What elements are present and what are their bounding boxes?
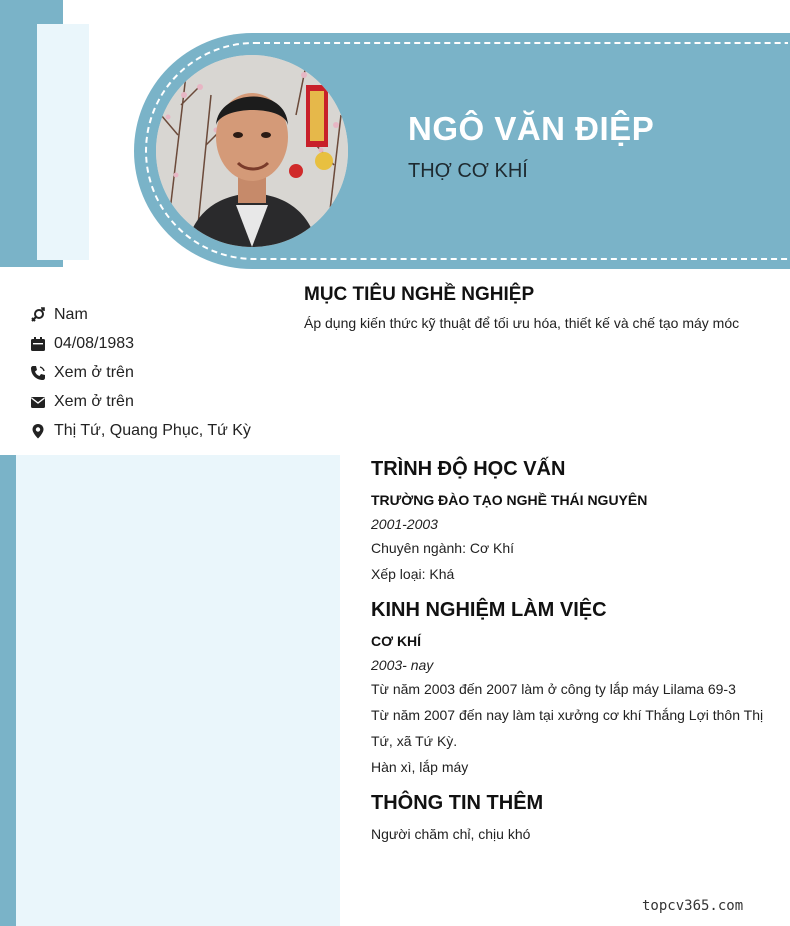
education-period: 2001-2003 [371, 516, 438, 532]
experience-period: 2003- nay [371, 657, 434, 673]
contact-address [30, 416, 251, 445]
additional-text: Người chăm chỉ, chịu khó [371, 826, 531, 842]
decor-stripe-bottom-left [0, 455, 16, 926]
contact-list [30, 300, 251, 445]
portrait-photo [156, 55, 348, 247]
additional-title: THÔNG TIN THÊM [371, 792, 544, 814]
avatar [156, 55, 348, 247]
gender-icon [30, 307, 46, 323]
location-pin-icon [30, 423, 46, 439]
education-line: Xếp loại: Khá [371, 566, 455, 582]
experience-position: CƠ KHÍ [371, 633, 422, 649]
candidate-name: NGÔ VĂN ĐIỆP [408, 110, 655, 147]
phone-icon [30, 365, 46, 381]
experience-line: Từ năm 2003 đến 2007 làm ở công ty lắp máy Lilama 69-3 [371, 681, 736, 697]
contact-phone-value: Xem ở trên [54, 363, 134, 381]
contact-phone [30, 358, 251, 387]
experience-line: Từ năm 2007 đến nay làm tại xưởng cơ khí Thắng Lợi thôn Thị Tứ, xã Tứ Kỳ. [371, 707, 764, 749]
watermark: topcv365.com [642, 898, 744, 914]
objective-title: MỤC TIÊU NGHỀ NGHIỆP [304, 284, 535, 305]
experience-title: KINH NGHIỆM LÀM VIỆC [371, 599, 607, 621]
contact-email-value: Xem ở trên [54, 392, 134, 410]
contact-email [30, 387, 251, 416]
section-additional [371, 792, 766, 847]
envelope-icon [30, 394, 46, 410]
section-objective [304, 284, 774, 331]
main-content [371, 458, 766, 859]
contact-gender-value: Nam [54, 305, 88, 323]
contact-birthdate [30, 329, 251, 358]
objective-text: Áp dụng kiến thức kỹ thuật để tối ưu hóa, thiết kế và chế tạo máy móc [304, 315, 740, 331]
contact-birthdate-value: 04/08/1983 [54, 334, 135, 352]
education-title: TRÌNH ĐỘ HỌC VẤN [371, 458, 566, 480]
experience-line: Hàn xì, lắp máy [371, 759, 469, 775]
contact-address-value: Thị Tứ, Quang Phục, Tứ Kỳ [54, 421, 251, 439]
left-panel [16, 455, 340, 926]
education-school: TRƯỜNG ĐÀO TẠO NGHỀ THÁI NGUYÊN [371, 492, 648, 508]
contact-gender [30, 300, 251, 329]
section-education [371, 458, 766, 587]
job-title: THỢ CƠ KHÍ [408, 160, 528, 182]
education-line: Chuyên ngành: Cơ Khí [371, 540, 515, 556]
decor-block-top-left-inner [37, 24, 89, 260]
calendar-icon [30, 336, 46, 352]
section-experience [371, 599, 766, 780]
